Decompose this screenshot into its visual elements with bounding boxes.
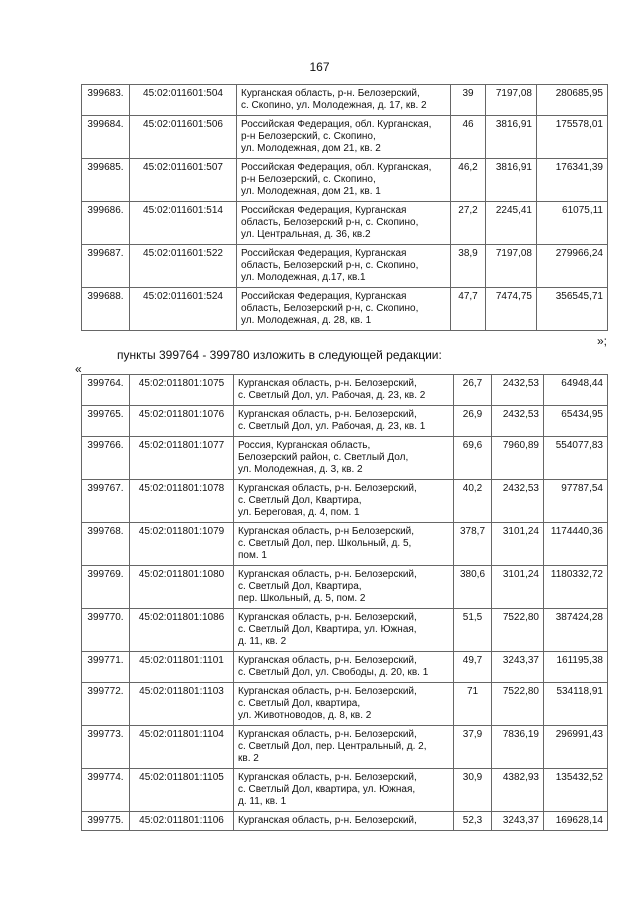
- total-value-cell: 279966,24: [537, 245, 608, 288]
- total-value-cell: 280685,95: [537, 85, 608, 116]
- unit-price-cell: 3101,24: [492, 566, 544, 609]
- row-number-cell: 399686.: [82, 202, 130, 245]
- address-cell: Курганская область, р-н Белозерский, с. Светлый Дол, пер. Школьный, д. 5, пом. 1: [234, 523, 454, 566]
- row-number-cell: 399772.: [82, 683, 130, 726]
- cadastral-number-cell: 45:02:011801:1075: [130, 375, 234, 406]
- total-value-cell: 135432,52: [544, 769, 608, 812]
- row-number-cell: 399770.: [82, 609, 130, 652]
- unit-price-cell: 2432,53: [492, 406, 544, 437]
- table-row: [82, 480, 608, 523]
- total-value-cell: 175578,01: [537, 116, 608, 159]
- unit-price-cell: 4382,93: [492, 769, 544, 812]
- area-cell: 49,7: [454, 652, 492, 683]
- cadastral-number-cell: 45:02:011801:1077: [130, 437, 234, 480]
- property-table-2: [81, 374, 608, 831]
- total-value-cell: 65434,95: [544, 406, 608, 437]
- unit-price-cell: 7522,80: [492, 683, 544, 726]
- table-row: [82, 652, 608, 683]
- address-cell: Курганская область, р-н. Белозерский, с. Светлый Дол, ул. Рабочая, д. 23, кв. 1: [234, 406, 454, 437]
- unit-price-cell: 2432,53: [492, 480, 544, 523]
- area-cell: 69,6: [454, 437, 492, 480]
- table-row: [82, 245, 608, 288]
- cadastral-number-cell: 45:02:011601:524: [130, 288, 237, 331]
- address-cell: Российская Федерация, Курганская область, Белозерский р-н, с. Скопино, ул. Центральная, д. 36, кв.2: [237, 202, 451, 245]
- cadastral-number-cell: 45:02:011601:507: [130, 159, 237, 202]
- table-row: [82, 812, 608, 831]
- table-row: [82, 288, 608, 331]
- area-cell: 27,2: [451, 202, 486, 245]
- address-cell: Курганская область, р-н. Белозерский, с. Светлый Дол, Квартира, ул. Береговая, д. 4, пом. 1: [234, 480, 454, 523]
- address-cell: Курганская область, р-н. Белозерский, с. Светлый Дол, квартира, ул. Животноводов, д. 8, кв. 2: [234, 683, 454, 726]
- cadastral-number-cell: 45:02:011801:1106: [130, 812, 234, 831]
- row-number-cell: 399769.: [82, 566, 130, 609]
- total-value-cell: 1180332,72: [544, 566, 608, 609]
- total-value-cell: 64948,44: [544, 375, 608, 406]
- page-number: 167: [309, 60, 330, 74]
- area-cell: 47,7: [451, 288, 486, 331]
- row-number-cell: 399687.: [82, 245, 130, 288]
- unit-price-cell: 2432,53: [492, 375, 544, 406]
- area-cell: 40,2: [454, 480, 492, 523]
- unit-price-cell: 7960,89: [492, 437, 544, 480]
- cadastral-number-cell: 45:02:011801:1079: [130, 523, 234, 566]
- cadastral-number-cell: 45:02:011801:1086: [130, 609, 234, 652]
- area-cell: 38,9: [451, 245, 486, 288]
- area-cell: 39: [451, 85, 486, 116]
- property-table-1-body: [82, 85, 608, 331]
- closing-quote-mark: »;: [596, 334, 607, 348]
- row-number-cell: 399775.: [82, 812, 130, 831]
- table-row: [82, 523, 608, 566]
- table-row: [82, 375, 608, 406]
- area-cell: 51,5: [454, 609, 492, 652]
- row-number-cell: 399774.: [82, 769, 130, 812]
- table-row: [82, 566, 608, 609]
- row-number-cell: 399767.: [82, 480, 130, 523]
- cadastral-number-cell: 45:02:011801:1080: [130, 566, 234, 609]
- unit-price-cell: 7197,08: [486, 85, 537, 116]
- row-number-cell: 399768.: [82, 523, 130, 566]
- cadastral-number-cell: 45:02:011601:514: [130, 202, 237, 245]
- unit-price-cell: 3816,91: [486, 159, 537, 202]
- unit-price-cell: 7522,80: [492, 609, 544, 652]
- address-cell: Курганская область, р-н. Белозерский,: [234, 812, 454, 831]
- address-cell: Российская Федерация, обл. Курганская, р-н Белозерский, с. Скопино, ул. Молодежная, дом 21, кв. 2: [237, 116, 451, 159]
- address-cell: Курганская область, р-н. Белозерский, с. Светлый Дол, пер. Центральный, д. 2, кв. 2: [234, 726, 454, 769]
- row-number-cell: 399683.: [82, 85, 130, 116]
- address-cell: Курганская область, р-н. Белозерский, с. Скопино, ул. Молодежная, д. 17, кв. 2: [237, 85, 451, 116]
- total-value-cell: 61075,11: [537, 202, 608, 245]
- area-cell: 46,2: [451, 159, 486, 202]
- address-cell: Курганская область, р-н. Белозерский, с. Светлый Дол, ул. Свободы, д. 20, кв. 1: [234, 652, 454, 683]
- table-row: [82, 159, 608, 202]
- address-cell: Курганская область, р-н. Белозерский, с. Светлый Дол, Квартира, ул. Южная, д. 11, кв. 2: [234, 609, 454, 652]
- total-value-cell: 176341,39: [537, 159, 608, 202]
- unit-price-cell: 3243,37: [492, 652, 544, 683]
- table-row: [82, 406, 608, 437]
- address-cell: Российская Федерация, обл. Курганская, р-н Белозерский, с. Скопино, ул. Молодежная, дом 21, кв. 1: [237, 159, 451, 202]
- table-row: [82, 726, 608, 769]
- cadastral-number-cell: 45:02:011801:1105: [130, 769, 234, 812]
- unit-price-cell: 7836,19: [492, 726, 544, 769]
- total-value-cell: 97787,54: [544, 480, 608, 523]
- amendment-instruction: пункты 399764 - 399780 изложить в следующей редакции:: [117, 348, 442, 362]
- unit-price-cell: 2245,41: [486, 202, 537, 245]
- table-row: [82, 202, 608, 245]
- opening-quote-mark: «: [75, 362, 82, 376]
- row-number-cell: 399765.: [82, 406, 130, 437]
- area-cell: 52,3: [454, 812, 492, 831]
- address-cell: Курганская область, р-н. Белозерский, с. Светлый Дол, Квартира, пер. Школьный, д. 5, пом. 2: [234, 566, 454, 609]
- table-row: [82, 609, 608, 652]
- row-number-cell: 399685.: [82, 159, 130, 202]
- total-value-cell: 296991,43: [544, 726, 608, 769]
- unit-price-cell: 7197,08: [486, 245, 537, 288]
- unit-price-cell: 3816,91: [486, 116, 537, 159]
- cadastral-number-cell: 45:02:011801:1103: [130, 683, 234, 726]
- cadastral-number-cell: 45:02:011601:504: [130, 85, 237, 116]
- row-number-cell: 399764.: [82, 375, 130, 406]
- total-value-cell: 534118,91: [544, 683, 608, 726]
- cadastral-number-cell: 45:02:011801:1104: [130, 726, 234, 769]
- area-cell: 71: [454, 683, 492, 726]
- cadastral-number-cell: 45:02:011801:1078: [130, 480, 234, 523]
- total-value-cell: 387424,28: [544, 609, 608, 652]
- cadastral-number-cell: 45:02:011601:506: [130, 116, 237, 159]
- area-cell: 26,7: [454, 375, 492, 406]
- table-row: [82, 85, 608, 116]
- table-row: [82, 683, 608, 726]
- area-cell: 46: [451, 116, 486, 159]
- total-value-cell: 554077,83: [544, 437, 608, 480]
- unit-price-cell: 3101,24: [492, 523, 544, 566]
- property-table-2-body: [82, 375, 608, 831]
- unit-price-cell: 7474,75: [486, 288, 537, 331]
- address-cell: Российская Федерация, Курганская область, Белозерский р-н, с. Скопино, ул. Молодежная, д.17, кв.1: [237, 245, 451, 288]
- row-number-cell: 399771.: [82, 652, 130, 683]
- total-value-cell: 356545,71: [537, 288, 608, 331]
- unit-price-cell: 3243,37: [492, 812, 544, 831]
- row-number-cell: 399688.: [82, 288, 130, 331]
- property-table-1: [81, 84, 608, 331]
- address-cell: Российская Федерация, Курганская область, Белозерский р-н, с. Скопино, ул. Молодежная, д. 28, кв. 1: [237, 288, 451, 331]
- area-cell: 378,7: [454, 523, 492, 566]
- table-row: [82, 769, 608, 812]
- area-cell: 37,9: [454, 726, 492, 769]
- area-cell: 30,9: [454, 769, 492, 812]
- total-value-cell: 1174440,36: [544, 523, 608, 566]
- cadastral-number-cell: 45:02:011601:522: [130, 245, 237, 288]
- table-row: [82, 116, 608, 159]
- row-number-cell: 399684.: [82, 116, 130, 159]
- total-value-cell: 161195,38: [544, 652, 608, 683]
- total-value-cell: 169628,14: [544, 812, 608, 831]
- address-cell: Курганская область, р-н. Белозерский, с. Светлый Дол, ул. Рабочая, д. 23, кв. 2: [234, 375, 454, 406]
- row-number-cell: 399773.: [82, 726, 130, 769]
- row-number-cell: 399766.: [82, 437, 130, 480]
- cadastral-number-cell: 45:02:011801:1076: [130, 406, 234, 437]
- cadastral-number-cell: 45:02:011801:1101: [130, 652, 234, 683]
- address-cell: Курганская область, р-н. Белозерский, с. Светлый Дол, квартира, ул. Южная, д. 11, кв. 1: [234, 769, 454, 812]
- area-cell: 380,6: [454, 566, 492, 609]
- address-cell: Россия, Курганская область, Белозерский район, с. Светлый Дол, ул. Молодежная, д. 3, кв. 2: [234, 437, 454, 480]
- area-cell: 26,9: [454, 406, 492, 437]
- table-row: [82, 437, 608, 480]
